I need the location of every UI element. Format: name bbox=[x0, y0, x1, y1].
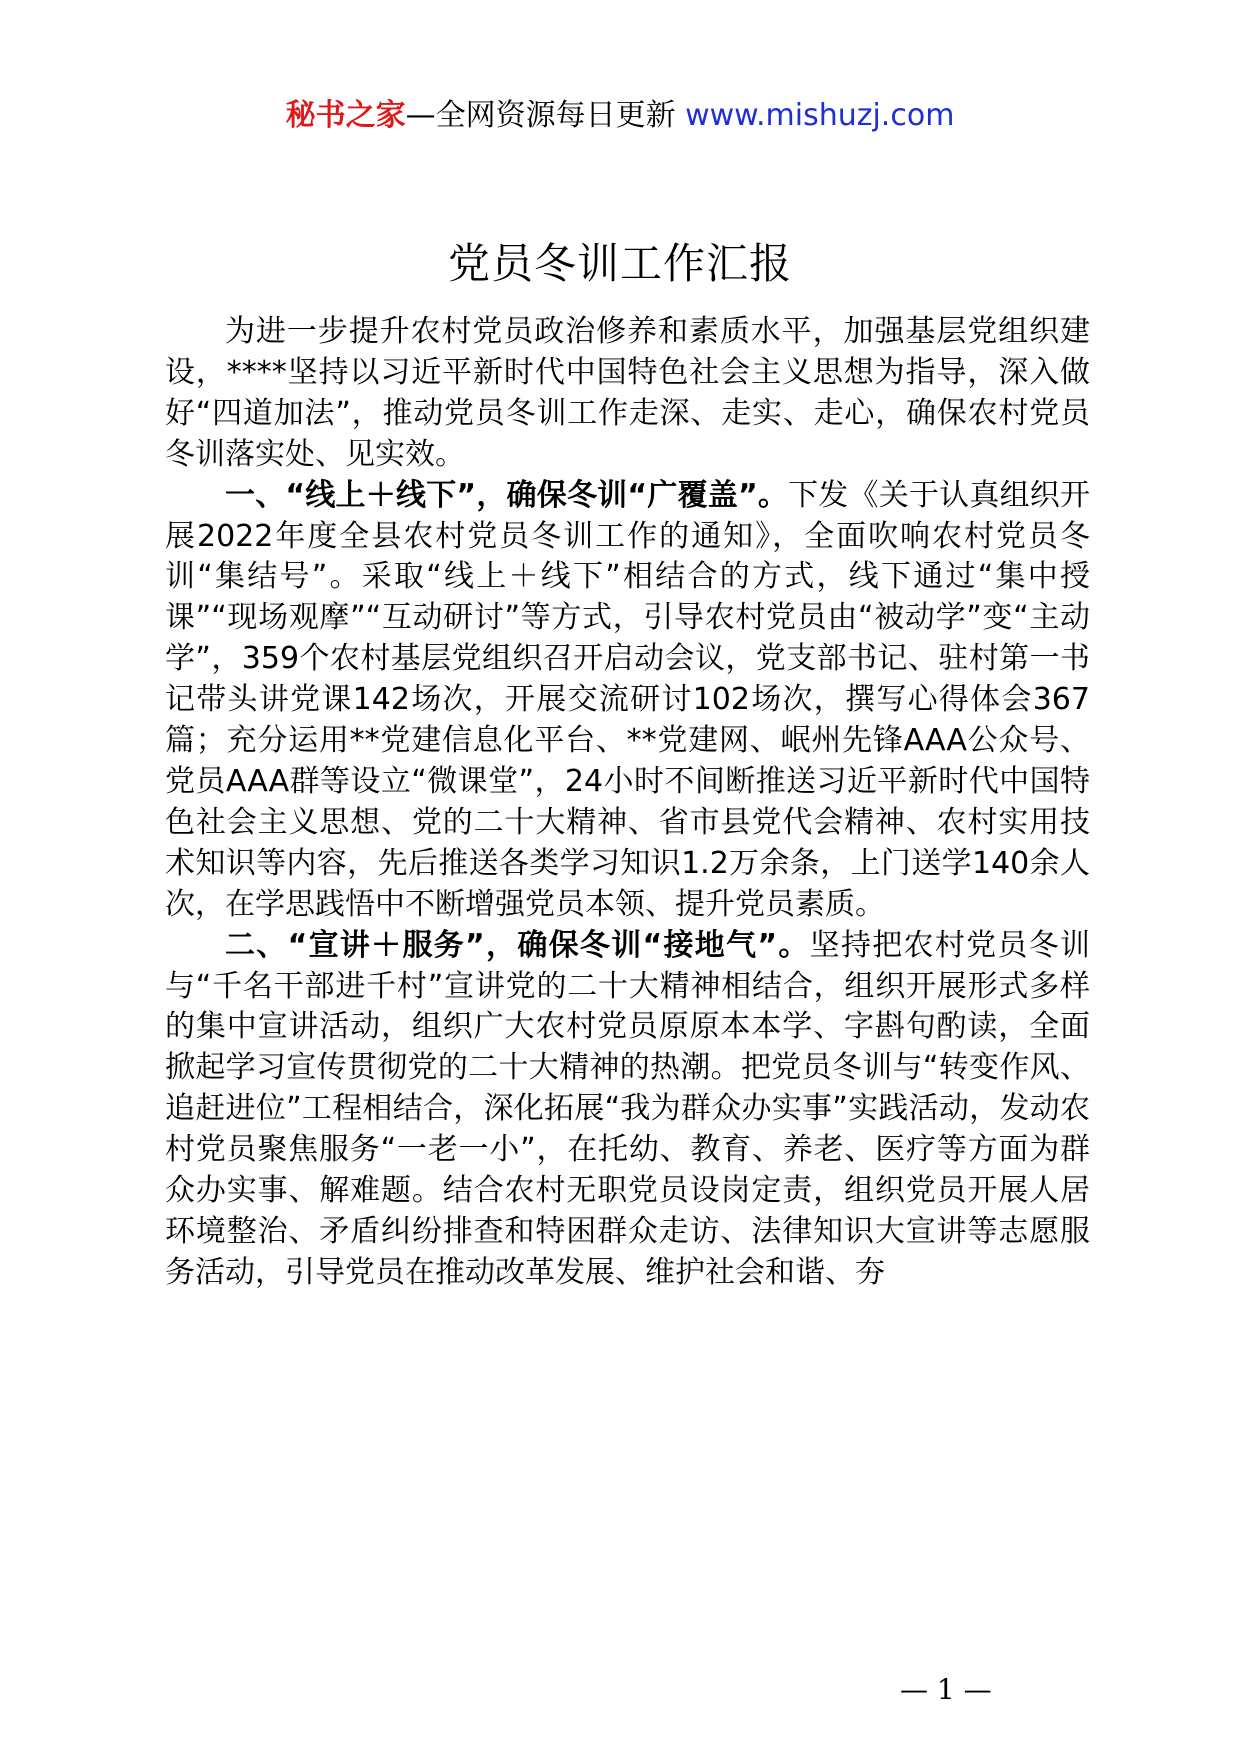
section-paragraph-1 bbox=[165, 476, 1090, 926]
page-number: — 1 — bbox=[900, 1673, 992, 1706]
section-heading-1: 一、“线上＋线下”，确保冬训“广覆盖”。 bbox=[225, 477, 789, 513]
document-body bbox=[165, 312, 1090, 1294]
section-text-1: 下发《关于认真组织开展2022年度全县农村党员冬训工作的通知》，全面吹响农村党员冬训“集结号”。采取“线上＋线下”相结合的方式，线下通过“集中授课”“现场观摩”“互动研讨”等方式，引导农村党员由“被动学”变“主动学”，359个农村基层党组织召开启动会议，党支部书记、驻村第一书记带头讲党课142场次，开展交流研讨102场次，撰写心得体会367篇；充分运用**党建信息化平台、**党建网、岷州先锋AAA公众号、党员AAA群等设立“微课堂”，24小时不间断推送习近平新时代中国特色社会主义思想、党的二十大精神、省市县党代会精神、农村实用技术知识等内容，先后推送各类学习知识1.2万余条，上门送学140余人次，在学思践悟中不断增强党员本领、提升党员素质。 bbox=[165, 477, 1090, 922]
brand-name: 秘书之家 bbox=[285, 98, 406, 133]
site-header bbox=[0, 96, 1240, 136]
section-heading-2: 二、“宣讲＋服务”，确保冬训“接地气”。 bbox=[225, 927, 810, 963]
document-title: 党员冬训工作汇报 bbox=[447, 239, 792, 288]
section-paragraph-2 bbox=[165, 926, 1090, 1294]
site-url[interactable]: www.mishuzj.com bbox=[675, 98, 955, 133]
section-text-2: 坚持把农村党员冬训与“千名干部进千村”宣讲党的二十大精神相结合，组织开展形式多样的集中宣讲活动，组织广大农村党员原原本本学、字斟句酌读，全面掀起学习宣传贯彻党的二十大精神的热潮。把党员冬训与“转变作风、追赶进位”工程相结合，深化拓展“我为群众办实事”实践活动，发动农村党员聚焦服务“一老一小”，在托幼、教育、养老、医疗等方面为群众办实事、解难题。结合农村无职党员设岗定责，组织党员开展人居环境整治、矛盾纠纷排查和特困群众走访、法律知识大宣讲等志愿服务活动，引导党员在推动改革发展、维护社会和谐、夯 bbox=[165, 927, 1090, 1290]
intro-paragraph: 为进一步提升农村党员政治修养和素质水平，加强基层党组织建设，****坚持以习近平新时代中国特色社会主义思想为指导，深入做好“四道加法”，推动党员冬训工作走深、走实、走心，确保农村党员冬训落实处、见实效。 bbox=[165, 314, 1090, 472]
header-slogan: —全网资源每日更新 bbox=[405, 98, 676, 133]
